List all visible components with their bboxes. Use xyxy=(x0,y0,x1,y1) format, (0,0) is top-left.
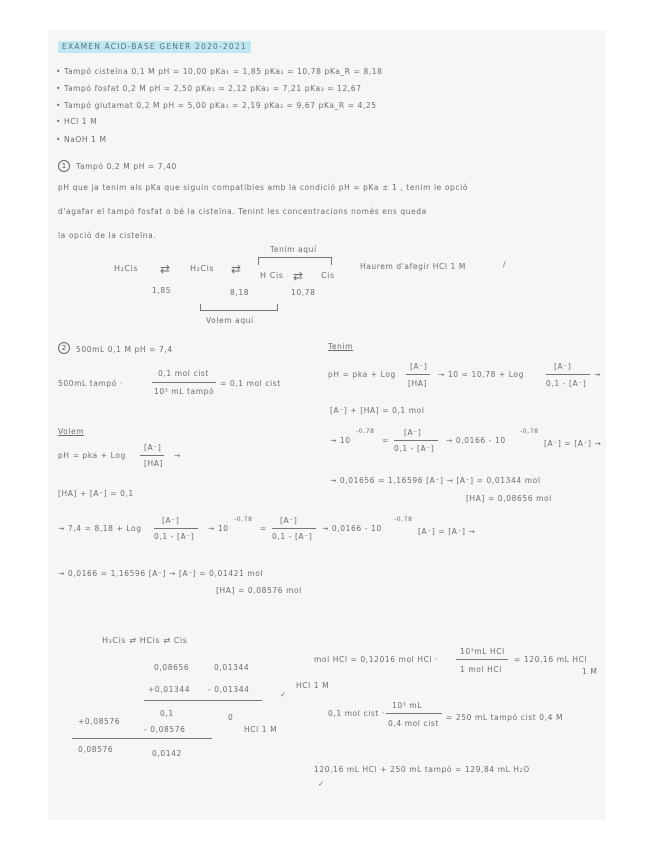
fraction-bar xyxy=(272,528,316,529)
volem-eq-3-tail: [A⁻] = [A⁻] → xyxy=(418,527,476,536)
volem-label: Volem xyxy=(58,427,85,436)
tenim-eq-5: [HA] = 0,08656 mol xyxy=(466,494,552,503)
fraction-bar xyxy=(546,374,590,375)
fraction-bar xyxy=(456,659,508,660)
equilibrium-arrow: ⇄ xyxy=(160,262,171,276)
tenim-eq-1-den: [HA] xyxy=(408,379,428,388)
result-3-check: ✓ xyxy=(318,779,325,788)
table-cell: 0,0142 xyxy=(152,749,182,758)
table-species: H₂Cis ⇄ HCis ⇄ Cis xyxy=(102,636,188,645)
list-item: • Tampó cisteïna 0,1 M pH = 10,00 pKa₁ = 1,85 pKa₂ = 10,78 pKa_R = 8,18 xyxy=(56,67,383,76)
equilibrium-arrow: ⇄ xyxy=(231,262,242,276)
tenim-eq-3-num: [A⁻] xyxy=(404,428,422,437)
tenim-eq-1-num2: [A⁻] xyxy=(554,362,572,371)
tenim-eq-3-mid: → 0,0166 - 10 xyxy=(446,436,506,445)
scheme-top-bracket-right xyxy=(331,257,332,265)
table-cell: +0,08576 xyxy=(78,717,121,726)
volem-eq-3-den2: 0,1 - [A⁻] xyxy=(272,532,313,541)
tenim-eq-1-mid: → 10 = 10,78 + Log xyxy=(438,370,524,379)
calc-left: 500mL tampó · xyxy=(58,379,123,388)
tenim-eq-2: [A⁻] + [HA] = 0,1 mol xyxy=(330,406,425,415)
volem-eq-3-num: [A⁻] xyxy=(162,516,180,525)
table-cell: - 0,01344 xyxy=(208,685,250,694)
list-item: • Tampó fosfat 0,2 M pH = 2,50 pKa₁ = 2,12 pKa₂ = 7,21 pKa₃ = 12,67 xyxy=(56,84,362,93)
result-2-res: = 250 mL tampó cist 0,4 M xyxy=(446,713,564,722)
fraction-bar xyxy=(152,382,216,383)
result-1-unit: 1 M xyxy=(582,667,598,676)
result-1-den: 1 mol HCl xyxy=(460,665,502,674)
calc-denominator: 10³ mL tampó xyxy=(154,387,215,396)
fraction-bar xyxy=(140,455,164,456)
volem-eq-3-den: 0,1 - [A⁻] xyxy=(154,532,195,541)
question-1-paragraph-line: la opció de la cisteïna. xyxy=(58,231,157,240)
result-1-num: 10³mL HCl xyxy=(460,647,505,656)
equilibrium-arrow: ⇄ xyxy=(293,269,304,283)
question-1-heading: Tampó 0,2 M pH = 7,40 xyxy=(76,162,177,171)
table-cell: 0,1 xyxy=(160,709,174,718)
fraction-bar xyxy=(394,440,438,441)
result-1-res: = 120,16 mL HCl xyxy=(514,655,588,664)
table-cell: 0 xyxy=(228,713,234,722)
scheme-slash: / xyxy=(503,260,507,269)
result-2-num: 10³ mL xyxy=(392,701,423,710)
table-note: HCl 1 M xyxy=(296,681,330,690)
scheme-bottom-bracket xyxy=(200,310,278,311)
table-note: HCl 1 M xyxy=(244,725,278,734)
tenim-eq-1: pH = pka + Log xyxy=(328,370,396,379)
table-cell: - 0,08576 xyxy=(144,725,186,734)
table-cell: +0,01344 xyxy=(148,685,191,694)
volem-eq-4: → 0,0166 = 1,16596 [A⁻] → [A⁻] = 0,01421 mol xyxy=(58,569,264,578)
tenim-eq-3-tail: [A⁻] = [A⁻] → xyxy=(544,439,602,448)
result-2-den: 0,4 mol cist xyxy=(388,719,439,728)
tenim-eq-1-num: [A⁻] xyxy=(410,362,428,371)
volem-eq-3: → 7,4 = 8,18 + Log xyxy=(58,524,142,533)
tenim-eq-3-exp: -0,78 xyxy=(356,428,375,435)
tenim-eq-3-exp2: -0,78 xyxy=(520,428,539,435)
species: H₂Cis xyxy=(114,264,139,273)
exam-title: EXAMEN ÀCID-BASE GENER 2020-2021 xyxy=(58,41,251,53)
species: Cis xyxy=(321,271,335,280)
question-1-number: 1 xyxy=(58,160,70,172)
list-item: • HCl 1 M xyxy=(56,117,98,126)
question-1-paragraph-line: d'agafar el tampó fosfat o bé la cisteïna. Tenint les concentracions només ens queda xyxy=(58,207,427,216)
volem-eq-2: [HA] + [A⁻] = 0,1 xyxy=(58,489,134,498)
question-1-paragraph-line: pH que ja tenim als pKa que siguin compatibles amb la condició pH = pKa ± 1 , tenim le opció xyxy=(58,183,469,192)
scheme-bottom-label: Volem aquí xyxy=(206,316,254,325)
result-1: mol HCl = 0,12016 mol HCl · xyxy=(314,655,439,664)
volem-eq-1-num: [A⁻] xyxy=(144,443,162,452)
scheme-bottom-bracket-left xyxy=(200,304,201,311)
exam-sheet xyxy=(48,30,606,820)
tenim-eq-1-end: → xyxy=(594,370,601,379)
table-check: ✓ xyxy=(280,690,287,699)
volem-eq-3-num2: [A⁻] xyxy=(280,516,298,525)
question-2-heading: 500mL 0,1 M pH = 7,4 xyxy=(76,345,173,354)
fraction-bar xyxy=(154,528,198,529)
table-sum-line xyxy=(72,738,212,739)
question-2-number: 2 xyxy=(58,342,70,354)
table-sum-line xyxy=(144,700,262,701)
volem-eq-5: [HA] = 0,08576 mol xyxy=(216,586,302,595)
scheme-top-label: Tenim aquí xyxy=(270,245,317,254)
volem-eq-3-exp2: -0,78 xyxy=(394,516,413,523)
result-2: 0,1 mol cist · xyxy=(328,709,385,718)
species: H₂Cis xyxy=(190,264,215,273)
volem-eq-3-eq: = xyxy=(260,524,267,533)
tenim-eq-3-eq: = xyxy=(382,436,389,445)
volem-eq-3-end: → 0,0166 - 10 xyxy=(322,524,382,533)
volem-eq-3-exp: -0,78 xyxy=(234,516,253,523)
table-cell: 0,01344 xyxy=(214,663,250,672)
tenim-label: Tenim xyxy=(328,342,354,351)
list-item: • Tampó glutamat 0,2 M pH = 5,00 pKa₁ = 2,19 pKa₂ = 9,67 pKa_R = 4,25 xyxy=(56,101,377,110)
tenim-eq-3-den: 0,1 - [A⁻] xyxy=(394,444,435,453)
calc-numerator: 0,1 mol cist xyxy=(158,369,209,378)
species: H Cis xyxy=(260,271,284,280)
tenim-eq-3: → 10 xyxy=(330,436,351,445)
scheme-top-bracket-left xyxy=(258,257,259,265)
volem-eq-1: pH = pka + Log xyxy=(58,451,126,460)
volem-eq-3-mid: → 10 xyxy=(208,524,229,533)
pka-label: 8,18 xyxy=(230,288,250,297)
volem-eq-1-arrow: → xyxy=(174,451,181,460)
tenim-eq-4: → 0,01656 = 1,16596 [A⁻] → [A⁻] = 0,01344 mol xyxy=(330,476,541,485)
scheme-bottom-bracket-right xyxy=(277,304,278,311)
list-item: • NaOH 1 M xyxy=(56,135,107,144)
scheme-top-bracket xyxy=(258,257,332,258)
calc-result: = 0,1 mol cist xyxy=(220,379,281,388)
table-cell: 0,08576 xyxy=(78,745,114,754)
fraction-bar xyxy=(406,374,430,375)
scheme-note: Haurem d'afegir HCl 1 M xyxy=(360,262,466,271)
result-3: 120,16 mL HCl + 250 mL tampó = 129,84 mL H₂O xyxy=(314,765,530,774)
table-cell: 0,08656 xyxy=(154,663,190,672)
volem-eq-1-den: [HA] xyxy=(144,459,164,468)
pka-label: 1,85 xyxy=(152,286,172,295)
pka-label: 10,78 xyxy=(291,288,316,297)
fraction-bar xyxy=(386,713,442,714)
tenim-eq-1-den2: 0,1 - [A⁻] xyxy=(546,379,587,388)
